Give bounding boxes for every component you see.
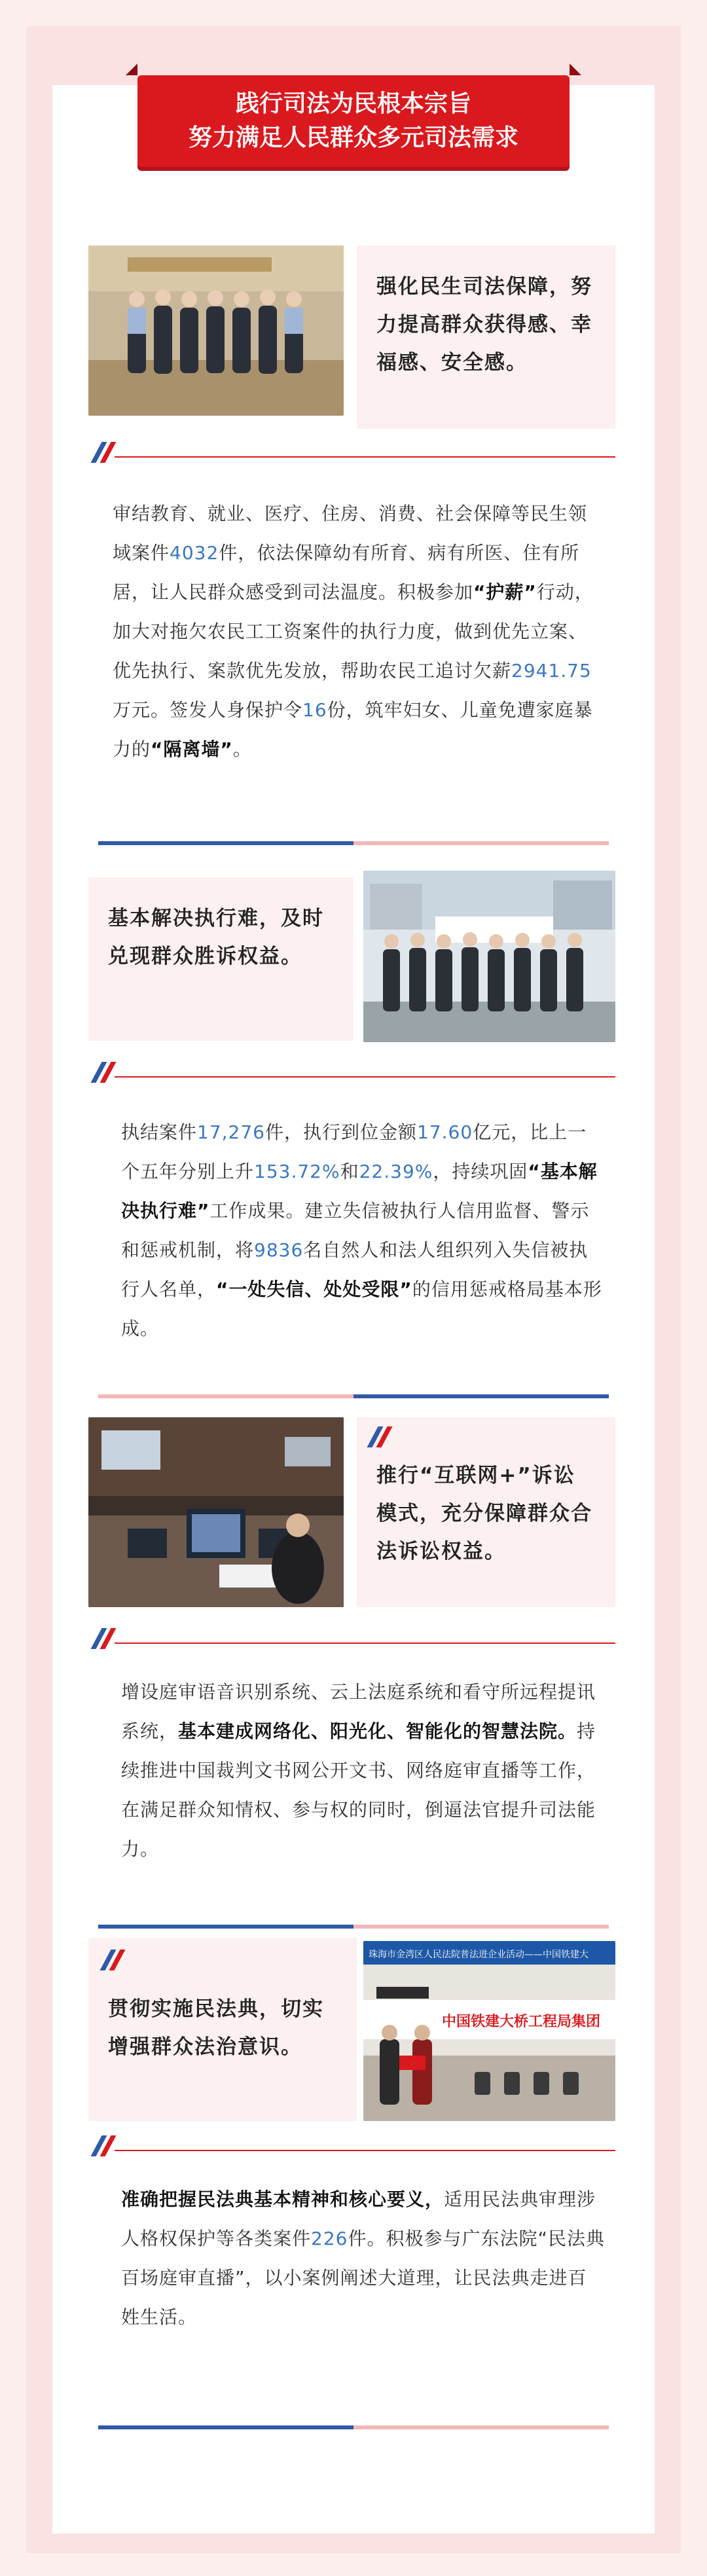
section-4-heading: 贯彻实施民法典，切实增强群众法治意识。 — [108, 1997, 324, 2059]
emphasis-text: 准确把握民法典基本精神和核心要义， — [121, 2188, 444, 2210]
section-1-text — [113, 494, 597, 769]
title-line-2: 努力满足人民群众多元司法需求 — [188, 124, 518, 151]
body-text: 的信用惩戒格局基本形成。 — [121, 1279, 602, 1339]
body-text: 份，筑牢妇女、儿童免遭家庭暴力的 — [113, 699, 593, 760]
emphasis-text: “一处失信、处处受限” — [216, 1279, 412, 1300]
body-text: 增设庭审语音识别系统、云上法庭系统和看守所远程提讯系统， — [121, 1681, 596, 1742]
body-text: 工作成果。建立失信被执行人信用监督、警示和惩戒机制，将 — [121, 1200, 590, 1261]
emphasis-text: “基本解决执行难” — [121, 1161, 598, 1222]
body-text: 执结案件 — [121, 1121, 198, 1143]
body-text: 和 — [340, 1161, 359, 1182]
section-2-divider — [98, 1394, 609, 1398]
double-slash-icon — [88, 2134, 116, 2158]
body-text: 件，执行到位金额 — [265, 1121, 418, 1143]
emphasis-text: 基本建成网络化、阳光化、智能化的智慧法院。 — [178, 1720, 577, 1742]
body-text: 持续推进中国裁判文书网公开文书、网络庭审直播等工作，在满足群众知情权、参与权的同时，倒逼法官提升司法能力。 — [121, 1720, 596, 1860]
stat-number: 22.39% — [359, 1161, 433, 1182]
section-4-heading-card — [88, 1938, 357, 2121]
stat-number: 16 — [302, 699, 327, 721]
double-slash-icon — [88, 1061, 116, 1084]
stat-number: 9836 — [254, 1239, 304, 1261]
title-banner — [137, 75, 570, 167]
body-text: 审结教育、就业、医疗、住房、消费、社会保障等民生领域案件 — [113, 503, 588, 564]
section-3-divider — [98, 1925, 609, 1929]
stat-number: 226 — [311, 2228, 348, 2249]
photo-smart-court-room — [88, 1417, 344, 1607]
photo-civil-code-event — [363, 1941, 615, 2121]
section-3-heading: 推行“互联网+”诉讼模式，充分保障群众合法诉讼权益。 — [376, 1464, 592, 1563]
emphasis-text: “护薪” — [473, 581, 537, 603]
stat-number: 17.60 — [417, 1121, 473, 1143]
body-text: 。 — [232, 738, 252, 760]
section-2-text — [121, 1113, 606, 1349]
section-3-text — [121, 1673, 606, 1869]
stat-number: 17,276 — [197, 1121, 265, 1143]
stat-number: 153.72% — [254, 1161, 340, 1182]
section-3-heading-card — [357, 1417, 615, 1607]
section-2-rule — [115, 1076, 615, 1078]
body-text: 行动，加大对拖欠农民工工资案件的执行力度，做到优先立案、优先执行、案款优先发放，帮助农民工追讨欠薪 — [113, 581, 594, 681]
section-2-heading: 基本解决执行难，及时兑现群众胜诉权益。 — [108, 907, 324, 968]
body-text: 名自然人和法人组织列入失信被执行人名单， — [121, 1239, 589, 1300]
body-text: 万元。签发人身保护令 — [113, 699, 303, 721]
body-text: ，持续巩固 — [433, 1161, 528, 1182]
section-1-rule — [115, 456, 615, 458]
section-4-text — [121, 2180, 606, 2337]
body-text: 件，依法保障幼有所育、病有所医、住有所居，让人民群众感受到司法温度。积极参加 — [113, 542, 580, 603]
emphasis-text: “隔离墙” — [151, 738, 233, 760]
stat-number: 2941.75 — [511, 660, 592, 681]
section-2-heading-card — [88, 877, 354, 1041]
body-text: 适用民法典审理涉人格权保护等各类案件 — [121, 2188, 596, 2249]
double-slash-icon — [365, 1425, 392, 1449]
section-4-divider — [98, 2425, 609, 2429]
body-text: 亿元，比上一个五年分别上升 — [121, 1121, 587, 1182]
double-slash-icon — [88, 1627, 116, 1650]
stat-number: 4032 — [170, 542, 219, 564]
section-4-rule — [115, 2150, 615, 2151]
section-1-heading-card — [357, 245, 615, 429]
double-slash-icon — [88, 441, 116, 464]
section-3-rule — [115, 1642, 615, 1644]
body-text: 件。积极参与广东法院“民法典百场庭审直播”，以小案例阐述大道理，让民法典走进百姓生活。 — [121, 2228, 605, 2328]
photo-banner-text: 珠海市金湾区人民法院普法进企业活动——中国铁建大 — [369, 1950, 589, 1960]
photo-court-staff-group — [88, 245, 344, 416]
photo-sign-text: 中国铁建大桥工程局集团 — [442, 2014, 601, 2030]
title-line-1: 践行司法为民根本宗旨 — [235, 90, 471, 117]
section-1-divider — [98, 841, 609, 845]
section-1-heading: 强化民生司法保障，努力提高群众获得感、幸福感、安全感。 — [376, 275, 592, 374]
double-slash-icon — [98, 1948, 125, 1972]
photo-enforcement-officers — [363, 871, 615, 1042]
